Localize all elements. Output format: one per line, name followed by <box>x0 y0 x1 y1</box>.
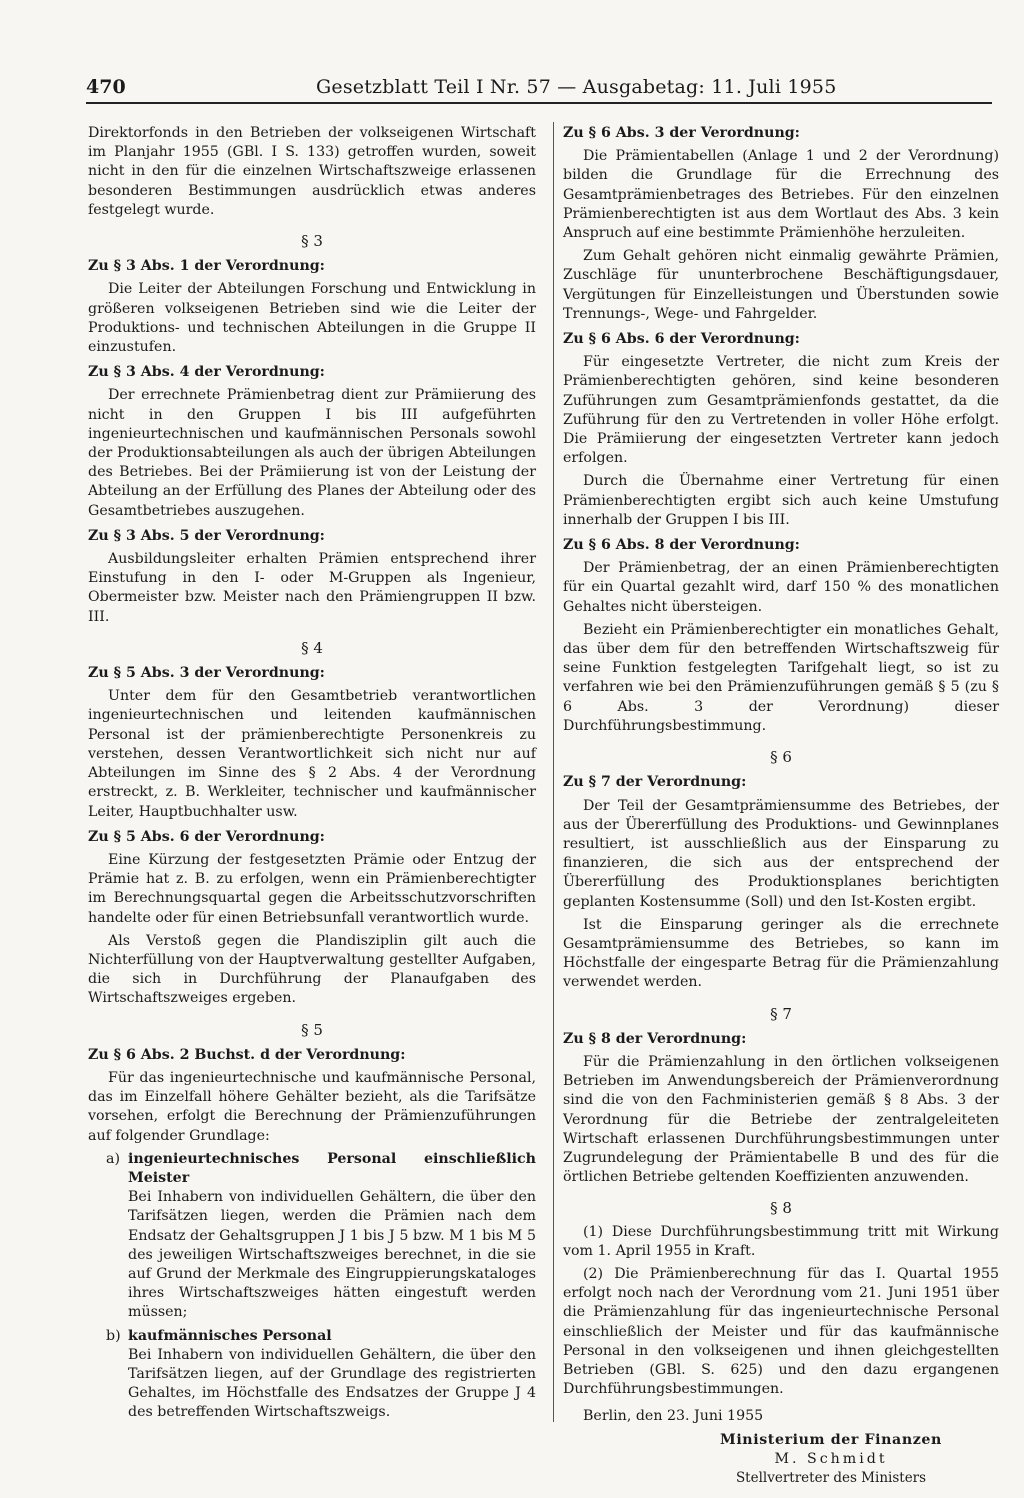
column-divider <box>553 122 554 1422</box>
section-7-heading: § 7 <box>770 1004 792 1023</box>
place-and-date: Berlin, den 23. Juni 1955 <box>583 1408 764 1425</box>
gazette-header-title: Gesetzblatt Teil I Nr. 57 — Ausgabetag: 11. Juli 1955 <box>316 76 837 98</box>
paragraph-3-4: Der errechnete Prämienbetrag dient zur Prämiierung des nicht in den Gruppen I bis III aufgeführten ingenieurtechnischen und kaufmännischen Personals sowohl der Produktionsabteilungen als auch der übrigen Abteilungen des Betriebes. Bei der Prämiierung ist von der Leistung der Abteilung an der Erfüllung des Planes der Abteilung oder des Gesamtbetriebes auszugehen. <box>88 387 536 519</box>
paragraph-6-8a: Der Prämienbetrag, der an einen Prämienberechtigten für ein Quartal gezahlt wird, darf 150 % des monatlichen Gehaltes nicht übersteigen. <box>563 560 999 615</box>
paragraph-6-8b: Bezieht ein Prämienberechtigter ein monatliches Gehalt, das über dem für den betreffenden Wirtschaftszweig für seine Funktion festgelegten Tarifgehalt liegt, so ist zu verfahren wie bei den Prämienzuführungen gemäß § 5 (zu § 6 Abs. 3 der Verordnung) dieser Durchführungsbestimmung. <box>563 621 999 734</box>
paragraph-6-3b: Zum Gehalt gehören nicht einmalig gewährte Prämien, Zuschläge für ununterbrochene Beschäftigungsdauer, Vergütungen für Einzelleistungen und Überstunden sowie Trennungs-, Wege- und Fahrgelder. <box>563 248 999 322</box>
signature-name: M. Schmidt <box>774 1450 888 1467</box>
list-label-a: a) <box>106 1150 120 1167</box>
list-item-b <box>88 1327 536 1423</box>
right-column <box>563 124 999 1488</box>
paragraph-8-1: (1) Diese Durchführungsbestimmung tritt mit Wirkung vom 1. April 1955 in Kraft. <box>563 1223 999 1259</box>
paragraph-8-2: (2) Die Prämienberechnung für das I. Quartal 1955 erfolgt noch nach der Verordnung vom 21. Juni 1951 über die Prämienzahlung für das ingenieurtechnische Personal einschließlich der Meister und für das kaufmännische Personal in den volkseigenen und ihnen gleichgestellten Betrieben (GBl. S. 625) und den dazu ergangenen Durchführungsbestimmungen. <box>563 1265 999 1398</box>
list-item-a <box>88 1150 536 1323</box>
list-label-b: b) <box>106 1327 121 1344</box>
paragraph-5-6a: Eine Kürzung der festgesetzten Prämie oder Entzug der Prämie hat z. B. zu erfolgen, wenn ein Prämienberechtigter im Berechnungsquartal gegen die Arbeitsschutzvorschriften handelte oder für einen Betriebsunfall verantwortlich wurde. <box>88 851 536 926</box>
page-number: 470 <box>86 76 126 98</box>
left-column <box>88 124 536 1423</box>
paragraph-3-1: Die Leiter der Abteilungen Forschung und Entwicklung in größeren volkseigenen Betrieben sind wie die Leiter der Produktions- und technischen Abteilungen in die Gruppe II einzustufen. <box>88 281 536 356</box>
subheading-3-5: Zu § 3 Abs. 5 der Verordnung: <box>88 527 325 544</box>
signature-ministry: Ministerium der Finanzen <box>720 1431 942 1448</box>
subheading-6-2: Zu § 6 Abs. 2 Buchst. d der Verordnung: <box>88 1046 406 1063</box>
subheading-5-6: Zu § 5 Abs. 6 der Verordnung: <box>88 828 325 845</box>
subheading-6-3: Zu § 6 Abs. 3 der Verordnung: <box>563 125 800 141</box>
page-header <box>86 76 992 104</box>
intro-paragraph: Direktorfonds in den Betrieben der volkseigenen Wirtschaft im Planjahr 1955 (GBl. I S. 133) getroffen wurden, soweit nicht in den für die einzelnen Wirtschaftszweige erlassenen besonderen Bestimmungen ausdrücklich etwas anderes festgelegt wurde. <box>88 125 536 218</box>
signature-role: Stellvertreter des Ministers <box>735 1470 927 1486</box>
subheading-6-6: Zu § 6 Abs. 6 der Verordnung: <box>563 331 800 348</box>
subheading-8: Zu § 8 der Verordnung: <box>563 1030 747 1047</box>
paragraph-6-6b: Durch die Übernahme einer Vertretung für einen Prämienberechtigten ergibt sich auch keine Umstufung innerhalb der Gruppen I bis III. <box>563 473 999 528</box>
paragraph-8: Für die Prämienzahlung in den örtlichen volkseigenen Betrieben im Anwendungsbereich der Prämienverordnung sind die von den Fachministerien gemäß § 8 Abs. 3 der Verordnung für die Betriebe der zentralgeleiteten Wirtschaft erlassenen Durchführungsbestimmungen unter Zugrundelegung der Prämientabelle B und des für die örtlichen Betriebe geltenden Koeffizienten anzuwenden. <box>563 1053 999 1186</box>
paragraph-7a: Der Teil der Gesamtprämiensumme des Betriebes, der aus der Übererfüllung des Produktions- und Gewinnplanes resultiert, ist ausschließlich aus der Einsparung zu finanzieren, die sich aus der entsprechend der Übererfüllung des Produktionsplanes berichtigten geplanten Kostensumme (Soll) und den Ist-Kosten ergibt. <box>563 797 999 910</box>
list-text-a: Bei Inhabern von individuellen Gehältern, die über den Tarifsätzen liegen, werden die Prämien nach dem Endsatz der Gehaltsgruppen J 1 bis J 5 bzw. M 1 bis M 5 des jeweiligen Wirtschaftszweiges berechnet, in die sie auf Grund der Merkmale des Eingruppierungskataloges ihres Wirtschaftszweiges hätten eingestuft werden müssen; <box>128 1189 536 1321</box>
paragraph-5-3: Unter dem für den Gesamtbetrieb verantwortlichen ingenieurtechnischen und leitenden kaufmännischen Personal ist der prämienberechtigte Personenkreis zu verstehen, dessen Verantwortlichkeit sich nicht nur auf Abteilungen im Sinne des § 2 Abs. 4 der Verordnung erstreckt, z. B. Werkleiter, technischer und kaufmännischer Leiter, Hauptbuchhalter usw. <box>88 688 536 820</box>
section-3-heading: § 3 <box>301 232 323 251</box>
subheading-7: Zu § 7 der Verordnung: <box>563 774 747 791</box>
paragraph-5-6b: Als Verstoß gegen die Plandisziplin gilt auch die Nichterfüllung von der Hauptverwaltung gestellter Aufgaben, die sich in Durchführung der Planaufgaben des Wirtschaftszweiges ergeben. <box>88 932 536 1007</box>
section-5-heading: § 5 <box>301 1020 323 1039</box>
list-text-b: Bei Inhabern von individuellen Gehältern, die über den Tarifsätzen liegen, auf der Grundlage des registrierten Gehaltes, im Höchstfalle des Endsatzes der Gruppe J 4 des betreffenden Wirtschaftszweigs. <box>128 1346 536 1421</box>
list-title-b: kaufmännisches Personal <box>128 1327 332 1344</box>
paragraph-3-5: Ausbildungsleiter erhalten Prämien entsprechend ihrer Einstufung in den I- oder M-Gruppen als Ingenieur, Obermeister bzw. Meister nach den Prämiengruppen II bzw. III. <box>88 551 536 625</box>
paragraph-7b: Ist die Einsparung geringer als die errechnete Gesamtprämiensumme des Betriebes, so kann im Höchstfalle der eingesparte Betrag für die Prämienzahlung verwendet werden. <box>563 916 999 991</box>
section-8-heading: § 8 <box>770 1199 792 1218</box>
subheading-3-1: Zu § 3 Abs. 1 der Verordnung: <box>88 258 325 275</box>
paragraph-6-6a: Für eingesetzte Vertreter, die nicht zum Kreis der Prämienberechtigten gehören, sind keine besonderen Zuführungen zum Gesamtprämienfonds gestattet, da die Zuführung für den zu Vertretenden in voller Höhe erfolgt. Die Prämiierung der eingesetzten Vertreter kann jedoch erfolgen. <box>563 354 999 467</box>
list-title-a: ingenieurtechnisches Personal einschließlich Meister <box>128 1150 536 1186</box>
section-6-heading: § 6 <box>770 748 792 767</box>
paragraph-6-2: Für das ingenieurtechnische und kaufmännische Personal, das im Einzelfall höhere Gehälter bezieht, als die Tarifsätze vorsehen, erfolgt die Berechnung der Prämienzuführungen auf folgender Grundlage: <box>88 1069 536 1144</box>
section-4-heading: § 4 <box>301 638 323 657</box>
subheading-6-8: Zu § 6 Abs. 8 der Verordnung: <box>563 537 800 554</box>
subheading-5-3: Zu § 5 Abs. 3 der Verordnung: <box>88 665 325 682</box>
subheading-3-4: Zu § 3 Abs. 4 der Verordnung: <box>88 364 325 381</box>
paragraph-6-3a: Die Prämientabellen (Anlage 1 und 2 der Verordnung) bilden die Grundlage für die Errechnung des Gesamtprämienbetrages des Betriebes. Für den einzelnen Prämienberechtigten ist aus dem Wortlaut des Abs. 3 kein Anspruch auf eine bestimmte Prämienhöhe herzuleiten. <box>563 148 999 242</box>
